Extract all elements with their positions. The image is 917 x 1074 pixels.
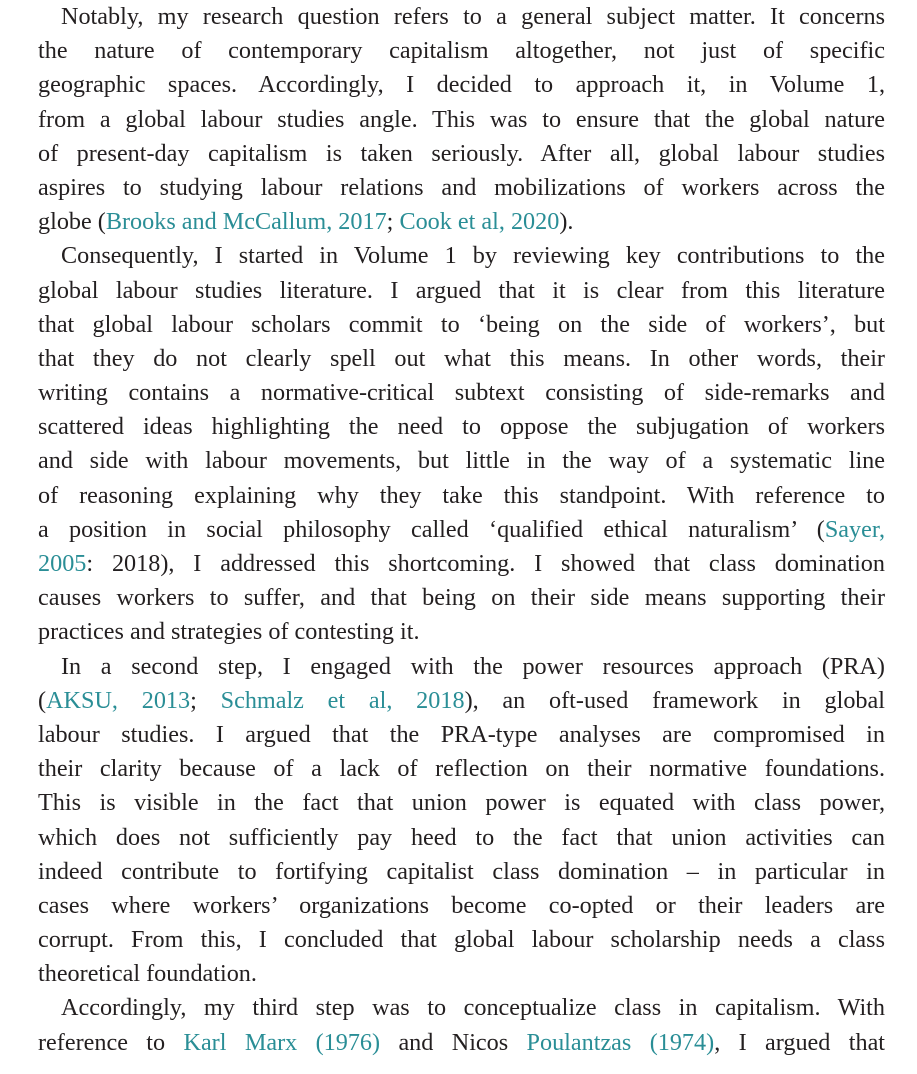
text-line xyxy=(38,752,885,786)
text-segment: geographic spaces. Accordingly, I decided to approach it, in Volume 1, xyxy=(38,71,885,99)
text-line xyxy=(38,513,885,547)
text-line xyxy=(38,342,885,376)
text-segment: causes workers to suffer, and that being on their side means supporting their xyxy=(38,584,885,612)
text-segment: a position in social philosophy called ‘qualified ethical naturalism’ ( xyxy=(38,515,825,543)
text-segment: their clarity because of a lack of reflection on their normative foundations. xyxy=(38,755,885,783)
text-segment: indeed contribute to fortifying capitalist class domination – in particular in xyxy=(38,857,885,885)
citation-link[interactable]: AKSU, 2013 xyxy=(46,686,191,714)
text-line xyxy=(38,171,885,205)
paragraph xyxy=(38,0,885,239)
text-line xyxy=(38,581,885,615)
text-line xyxy=(38,410,885,444)
paragraph xyxy=(38,991,885,1059)
text-segment: : 2018), I addressed this shortcoming. I showed that class domination xyxy=(86,550,885,577)
text-segment: ; xyxy=(190,686,221,714)
text-segment: that they do not clearly spell out what this means. In other words, their xyxy=(38,344,885,372)
text-segment: ( xyxy=(38,686,47,714)
document-page xyxy=(38,0,885,1060)
text-segment: Notably, my research question refers to a general subject matter. It concerns xyxy=(61,3,885,30)
text-line xyxy=(38,615,885,649)
text-line xyxy=(38,1026,885,1060)
text-segment: cases where workers’ organizations become co-opted or their leaders are xyxy=(38,891,885,919)
text-segment: practices and strategies of contesting it. xyxy=(38,618,420,646)
text-line xyxy=(38,137,885,171)
text-line xyxy=(38,821,885,855)
text-line xyxy=(38,444,885,478)
text-segment: , I argued that xyxy=(714,1028,886,1056)
text-segment: Consequently, I started in Volume 1 by reviewing key contributions to the xyxy=(61,242,885,270)
text-line xyxy=(38,205,885,239)
text-segment: aspires to studying labour relations and mobilizations of workers across the xyxy=(38,173,885,201)
text-line xyxy=(38,34,885,68)
text-segment: theoretical foundation. xyxy=(38,960,257,988)
text-segment: globe ( xyxy=(38,208,106,236)
text-segment: which does not sufficiently pay heed to the fact that union activities can xyxy=(38,823,885,851)
citation-link[interactable]: Karl Marx (1976) xyxy=(183,1028,381,1056)
text-line xyxy=(38,376,885,410)
text-segment: scattered ideas highlighting the need to oppose the subjugation of workers xyxy=(38,413,885,441)
text-line xyxy=(38,684,885,718)
citation-link[interactable]: 2005 xyxy=(38,550,87,577)
citation-link[interactable]: Schmalz et al, 2018 xyxy=(220,686,465,714)
text-line xyxy=(38,274,885,308)
text-segment: ). xyxy=(559,208,574,236)
text-line xyxy=(38,786,885,820)
text-segment: and Nicos xyxy=(380,1028,527,1056)
text-line xyxy=(38,479,885,513)
text-segment: global labour studies literature. I argued that it is clear from this literature xyxy=(38,276,885,304)
text-segment: reference to xyxy=(38,1028,184,1056)
text-line xyxy=(38,991,885,1025)
text-segment: corrupt. From this, I concluded that global labour scholarship needs a class xyxy=(38,926,885,954)
text-segment: from a global labour studies angle. This was to ensure that the global nature xyxy=(38,105,885,133)
text-line xyxy=(38,957,885,991)
text-segment: ; xyxy=(386,208,400,236)
text-line xyxy=(38,889,885,923)
text-segment: that global labour scholars commit to ‘being on the side of workers’, but xyxy=(38,310,885,338)
citation-link[interactable]: Poulantzas (1974) xyxy=(526,1028,715,1056)
text-line xyxy=(38,547,885,581)
text-segment: labour studies. I argued that the PRA-type analyses are compromised in xyxy=(38,720,885,748)
paragraph xyxy=(38,650,885,992)
text-segment: of reasoning explaining why they take this standpoint. With reference to xyxy=(38,481,885,509)
text-line xyxy=(38,0,885,34)
paragraph xyxy=(38,239,885,649)
text-segment: Accordingly, my third step was to conceptualize class in capitalism. With xyxy=(61,994,885,1022)
text-line xyxy=(38,718,885,752)
text-segment: writing contains a normative-critical subtext consisting of side-remarks and xyxy=(38,379,885,407)
text-line xyxy=(38,68,885,102)
text-line xyxy=(38,103,885,137)
text-segment: the nature of contemporary capitalism altogether, not just of specific xyxy=(38,37,885,65)
citation-link[interactable]: Sayer, xyxy=(824,515,885,543)
text-line xyxy=(38,923,885,957)
citation-link[interactable]: Cook et al, 2020 xyxy=(399,208,560,236)
text-segment: In a second step, I engaged with the power resources approach (PRA) xyxy=(61,652,885,680)
text-segment: ), an oft-used framework in global xyxy=(464,686,885,714)
text-segment: This is visible in the fact that union power is equated with class power, xyxy=(38,789,885,817)
text-line xyxy=(38,650,885,684)
citation-link[interactable]: Brooks and McCallum, 2017 xyxy=(105,208,387,236)
text-segment: of present-day capitalism is taken seriously. After all, global labour studies xyxy=(38,139,885,167)
text-line xyxy=(38,239,885,273)
text-line xyxy=(38,855,885,889)
text-segment: and side with labour movements, but little in the way of a systematic line xyxy=(38,447,885,475)
text-line xyxy=(38,308,885,342)
